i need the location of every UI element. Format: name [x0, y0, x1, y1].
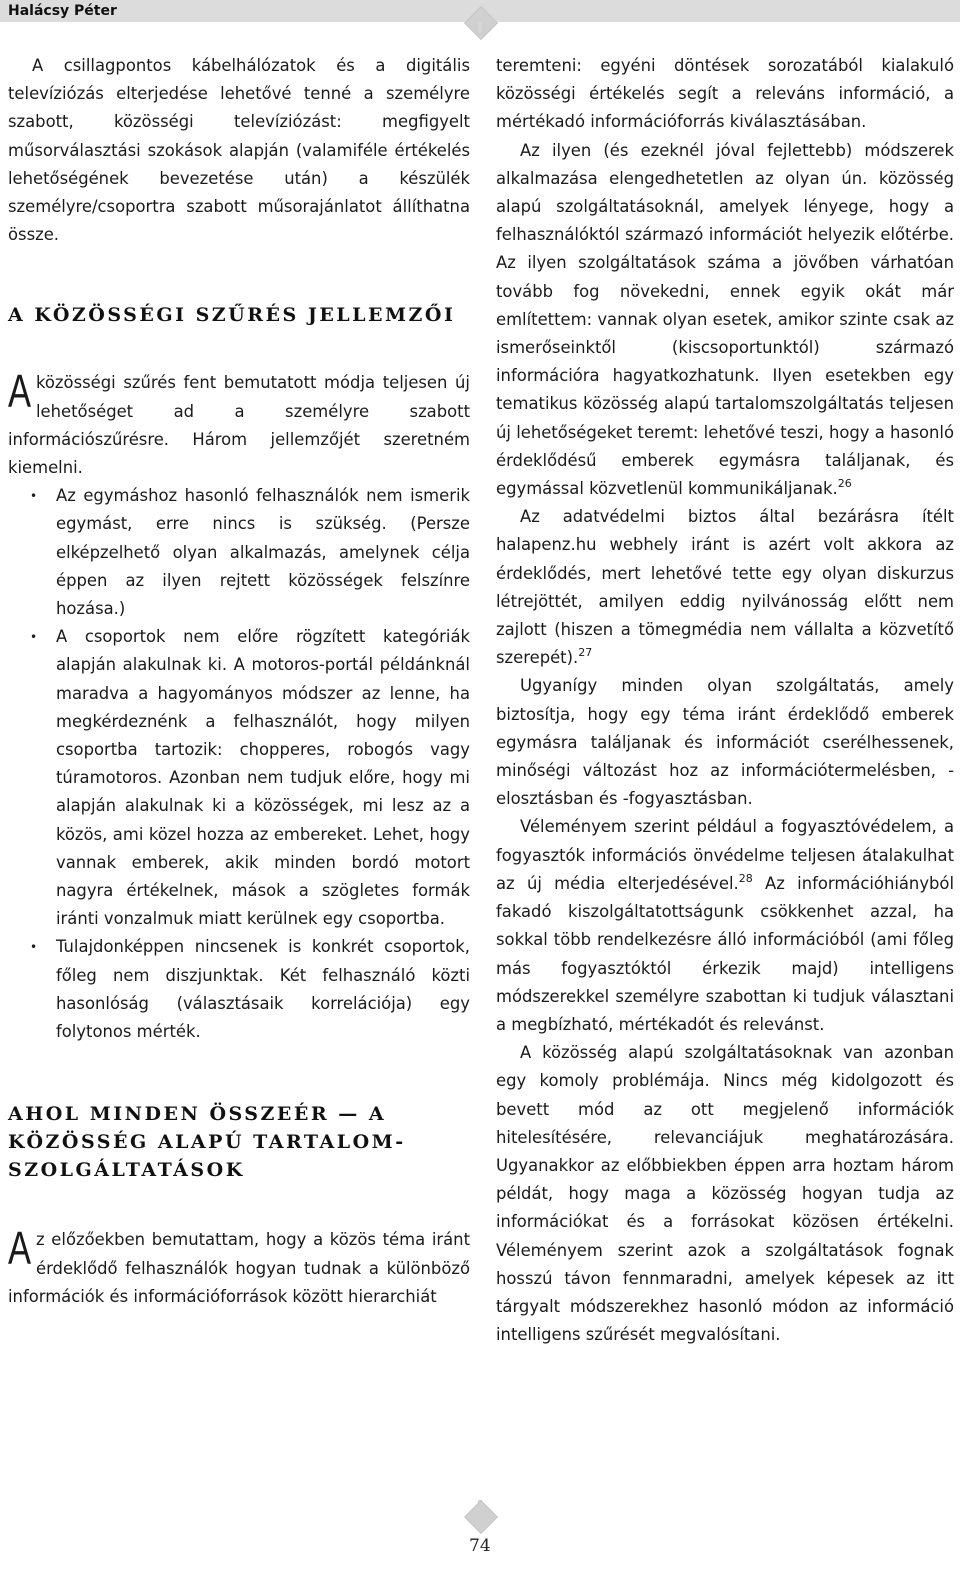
column-divider-top: [478, 22, 482, 32]
right-paragraph-2: [496, 137, 954, 504]
section-heading-osszeer: AHOL MINDEN ÖSSZEÉR — A KÖZÖSSÉG ALAPÚ TARTALOM-SZOLGÁLTATÁSOK: [8, 1103, 406, 1182]
right-paragraph-6: A közösség alapú szolgáltatásoknak van azonban egy komoly problémája. Nincs még kidolgozott és bevett mód az ott megjelenő információk hitelesítésére, relevanciájuk meghatározására. Ugyanakkor az előbbiekben éppen arra hoztam három példát, hogy maga a közösség hogyan tudja az információkat és a forrásokat közösen értékelni. Véleményem szerint azok a szolgáltatások fognak hosszú távon fennmaradni, amelyek képesek az itt tárgyalt módszerekhez hasonló módon az információ intelligens szűrését megvalósítani.: [496, 1043, 954, 1345]
section2-text: z előzőekben bemutattam, hogy a közös téma iránt érdeklődő felhasználók hogyan tudnak a különböző információk és információforrások között hierarchiát: [8, 1230, 470, 1306]
dropcap-a: A: [8, 365, 32, 418]
list-item: [8, 933, 470, 1046]
section2-paragraph: [8, 1222, 470, 1311]
right-paragraph-3: [496, 503, 954, 672]
feature-list: [8, 482, 470, 1046]
list-item: [8, 623, 470, 933]
footnote-ref-26: 26: [837, 477, 852, 491]
page-number: 74: [469, 1536, 491, 1556]
section-heading-jellemzoi: A KÖZÖSSÉGI SZŰRÉS JELLEMZŐI: [8, 304, 456, 327]
right-column: [496, 52, 954, 1349]
right-paragraph-3-text: Az adatvédelmi biztos által bezárásra ítélt halapenz.hu webhely iránt is azért volt akkora az érdeklődés, mert lehetővé tette egy olyan diskurzus létrejöttét, amilyen eddig nyilvánosság előtt nem zajlott (hiszen a tömegmédia nem vállalta a közvetítő szerepét).: [496, 507, 954, 668]
bullet-icon: •: [30, 489, 38, 504]
left-column: [8, 52, 470, 1311]
right-paragraph-2-text: Az ilyen (és ezeknél jóval fejlettebb) módszerek alkalmazása elengedhetetlen az olyan ún. közösség alapú szolgáltatásoknál, amelyek lényege, hogy a felhasználóktól származó információt helyezik előtérbe. Az ilyen szolgáltatások száma a jövőben várhatóan tovább fog növekedni, ennek egyik okát már említettem: vannak olyan esetek, amikor szinte csak az ismerőseinktől (kiscsoportunktól) származó információra hagyatkozhatunk. Ilyen esetekben egy tematikus közösség alapú tartalomszolgáltatás teljesen új lehetőségeket teremt: lehetővé teszi, hogy a hasonló érdeklődésű emberek egymásra találjanak, és egymással közvetlenül kommunikáljanak.: [496, 140, 954, 499]
bullet-icon: •: [30, 630, 38, 645]
intro-paragraph: A csillagpontos kábelhálózatok és a digitális televíziózás elterjedése lehetővé tenné a személyre szabott, közösségi televíziózást: megfigyelt műsorválasztási szokások alapján (valamiféle értékelés lehetőségének bevezetése után) a készülék személyre/csoportra szabott műsorajánlatot állíthatna össze.: [8, 56, 470, 245]
section1-text: közösségi szűrés fent bemutatott módja teljesen új lehetőséget ad a személyre szabott információszűrésre. Három jellemzőjét szeretném kiemelni.: [8, 373, 470, 478]
bottom-diamond-ornament: [464, 1500, 498, 1534]
running-head-author: Halácsy Péter: [8, 3, 117, 19]
right-paragraph-5-text-b: Az információhiányból fakadó kiszolgáltatottságunk csökkenhet azzal, ha sokkal több rendelkezésre álló információból (ami főleg más fogyasztóktól érkezik majd) intelligens módszerekkel személyre szabottan ki tudjuk választani a megbízható, mértékadót és relevánst.: [496, 873, 955, 1034]
dropcap-az: A: [8, 1222, 32, 1275]
bullet-icon: •: [30, 940, 38, 955]
list-item: [8, 482, 470, 623]
section1-paragraph: [8, 365, 470, 482]
list-item-text: Az egymáshoz hasonló felhasználók nem ismerik egymást, erre nincs is szükség. (Persze elképzelhető olyan alkalmazás, amelynek célja éppen az ilyen rejtett közösségek felszínre hozása.): [56, 486, 470, 619]
right-paragraph-1: teremteni: egyéni döntések sorozatából kialakuló közösségi értékelés segít a releváns információ, a mértékadó információforrás kiválasztásában.: [496, 56, 954, 132]
footnote-ref-27: 27: [578, 646, 593, 660]
list-item-text: A csoportok nem előre rögzített kategóriák alapján alakulnak ki. A motoros-portál példánknál maradva a hagyományos módszer az lenne, ha megkérdeznénk a felhasználót, hogy milyen csoportba tartozik: chopperes, robogós vagy túramotoros. Azonban nem tudjuk előre, hogy mi alapján alakulnak ki a közösségek, mi lesz az a közös, ami közel hozza az embereket. Lehet, hogy vannak emberek, akik minden bordó motort nagyra értékelnek, mások a szögletes formák iránti vonzalmuk miatt kerülnek egy csoportba.: [56, 627, 470, 929]
footnote-ref-28: 28: [738, 871, 753, 885]
right-paragraph-4: Ugyanígy minden olyan szolgáltatás, amely biztosítja, hogy egy téma iránt érdeklődő emberek egymásra találjanak és információt cserélhessenek, minőségi változást hoz az információtermelésben, -elosztásban és -fogyasztásban.: [496, 676, 954, 809]
list-item-text: Tulajdonképpen nincsenek is konkrét csoportok, főleg nem diszjunktak. Két felhasználó közti hasonlóság (választásaik korrelációja) egy folytonos mérték.: [56, 937, 470, 1042]
right-paragraph-5-text-a: Véleményem szerint például a fogyasztóvédelem, a fogyasztók információs önvédelme teljesen átalakulhat az új média elterjedésével.: [496, 817, 954, 893]
right-paragraph-5: [496, 813, 954, 1039]
